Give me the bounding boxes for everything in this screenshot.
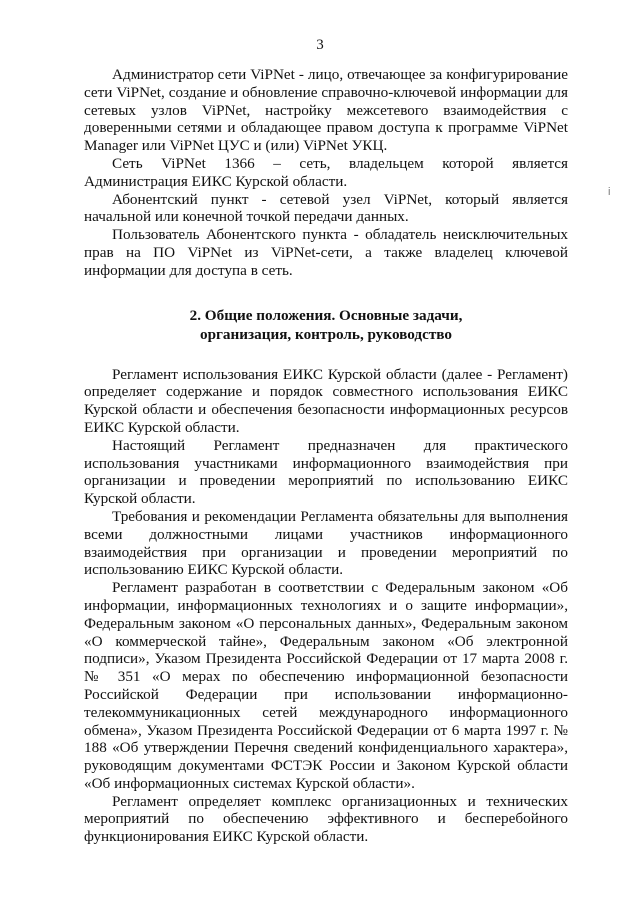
section-heading: 2. Общие положения. Основные задачи, организация, контроль, руководство [189, 306, 463, 343]
margin-mark: i [608, 186, 611, 198]
paragraph-subscriber-point: Абонентский пункт - сетевой узел ViPNet, который является начальной или конечной точкой передачи данных. [84, 190, 568, 226]
paragraph-requirements: Требования и рекомендации Регламента обязательны для выполнения всеми должностными лицами участников информационного взаимодействия при организации и проведении мероприятий по использованию ЕИКС Курской области. [84, 507, 568, 579]
paragraph-measures: Регламент определяет комплекс организационных и технических мероприятий по обеспечению эффективного и бесперебойного функционирования ЕИКС Курской области. [84, 792, 568, 846]
paragraph-network-1366: Сеть ViPNet 1366 – сеть, владельцем которой является Администрация ЕИКС Курской области. [84, 154, 568, 190]
paragraph-regulation-purpose: Настоящий Регламент предназначен для практического использования участниками информационного взаимодействия при организации и проведении мероприятий по использованию ЕИКС Курской области. [84, 436, 568, 508]
paragraph-network-admin: Администратор сети ViPNet - лицо, отвечающее за конфигурирование сети ViPNet, создание и обновление справочно-ключевой информации для сетевых узлов ViPNet, настройку межсетевого взаимодействия с доверенными сетями и обладающее правом доступа к программе ViPNet Manager или ViPNet ЦУС и (или) ViPNet УКЦ. [84, 66, 568, 155]
page-number: 3 [316, 37, 324, 53]
paragraph-regulation-definition: Регламент использования ЕИКС Курской области (далее - Регламент) определяет содержание и порядок совместного использования ЕИКС Курской области и обеспечения безопасности информационных ресурсов ЕИКС Курской области. [84, 365, 568, 436]
paragraph-subscriber-user: Пользователь Абонентского пункта - обладатель неисключительных прав на ПО ViPNet из ViPNet-сети, а также владелец ключевой информации для доступа в сеть. [84, 226, 568, 279]
paragraph-legal-basis: Регламент разработан в соответствии с Федеральным законом «Об информации, информационных технологиях и о защите информации», Федеральным законом «О персональных данных», Федеральным законом «О коммерческой тайне», Федеральным законом «Об электронной подписи», Указом Президента Российской Федерации от 17 марта 2008 г. № 351 «О мерах по обеспечению информационной безопасности Российской Федерации при использовании информационно-телекоммуникационных сетей международного информационного обмена», Указом Президента Российской Федерации от 6 марта 1997 г. № 188 «Об утверждении Перечня сведений конфиденциального характера», руководящим документами ФСТЭК России и Законом Курской области «Об информационных системах Курской области». [84, 579, 568, 792]
document-body [84, 66, 568, 846]
